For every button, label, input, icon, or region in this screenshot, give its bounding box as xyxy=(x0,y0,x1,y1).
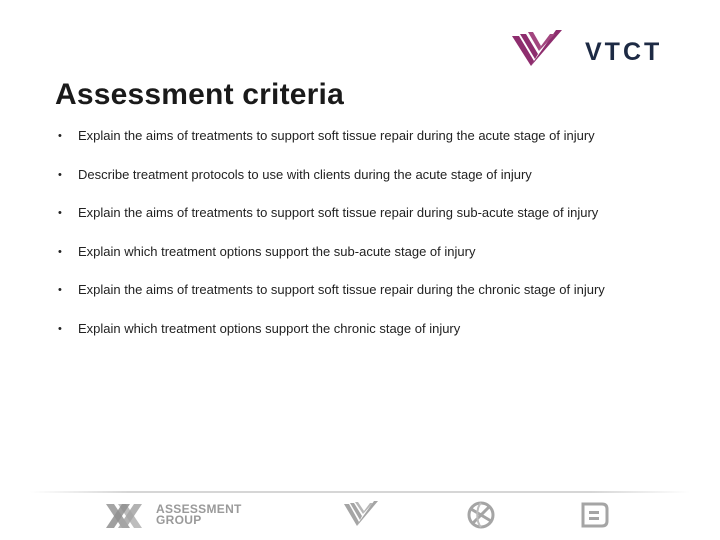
bullet-icon: • xyxy=(58,245,62,258)
page-title: Assessment criteria xyxy=(55,78,344,111)
footer-logos xyxy=(0,496,720,536)
criteria-text: Describe treatment protocols to use with clients during the acute stage of injury xyxy=(78,166,532,182)
square-logo xyxy=(580,496,610,532)
bullet-icon: • xyxy=(58,130,62,142)
criteria-text: Explain the aims of treatments to support soft tissue repair during sub-acute stage of injury xyxy=(78,205,599,220)
criteria-text: Explain the aims of treatments to support soft tissue repair during the chronic stage of injury xyxy=(78,282,605,297)
vtct-chevron-icon xyxy=(512,30,562,66)
assessment-group-mark-icon xyxy=(104,498,152,534)
vtct-logo xyxy=(510,26,675,76)
criteria-text: Explain which treatment options support the sub-acute stage of injury xyxy=(78,243,476,259)
assessment-group-line2: GROUP xyxy=(156,513,202,527)
criteria-text: Explain the aims of treatments to support soft tissue repair during the acute stage of injury xyxy=(78,128,595,143)
assessment-group-logo xyxy=(104,496,254,536)
globe-icon xyxy=(464,496,498,532)
globe-logo xyxy=(464,496,498,532)
assessment-group-line1: ASSESSMENT xyxy=(156,502,242,516)
bullet-icon: • xyxy=(58,284,62,296)
criteria-text: Explain which treatment options support the chronic stage of injury xyxy=(78,320,461,336)
bullet-icon: • xyxy=(58,168,62,181)
bullet-icon: • xyxy=(58,207,62,219)
vtct-grey-chevron-icon xyxy=(343,496,379,532)
vtct-wordmark: VTCT xyxy=(585,38,663,66)
bullet-icon: • xyxy=(58,322,62,335)
assessment-group-text xyxy=(156,504,242,526)
footer-divider xyxy=(30,491,690,493)
vtct-grey-logo xyxy=(343,496,379,532)
square-brand-icon xyxy=(580,496,610,532)
